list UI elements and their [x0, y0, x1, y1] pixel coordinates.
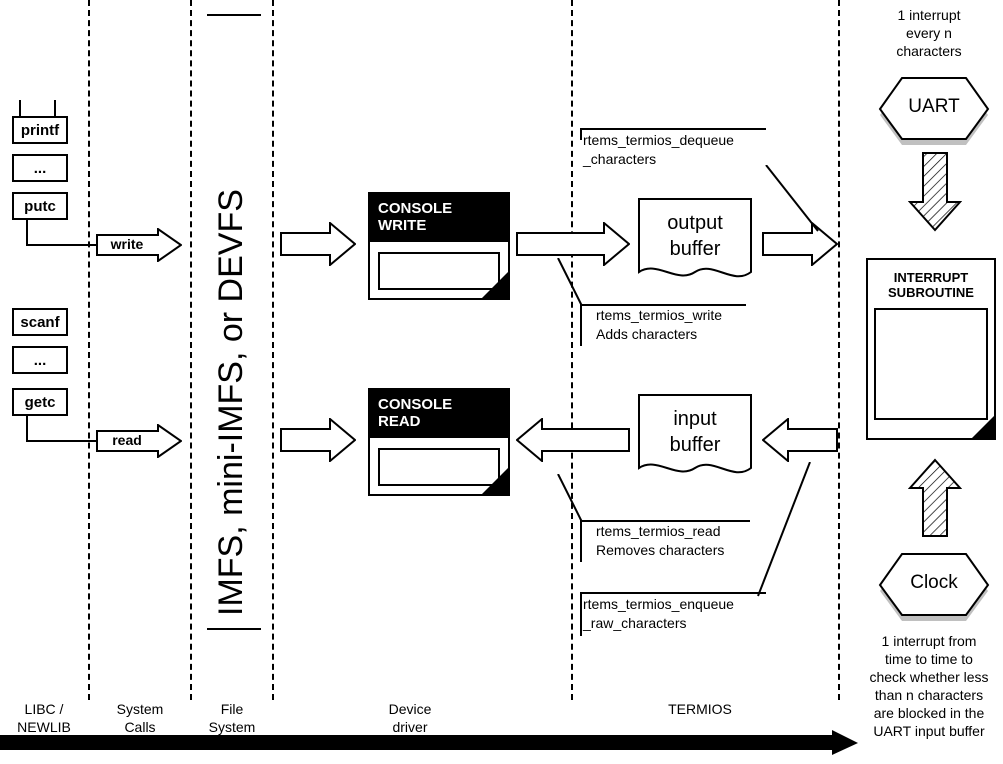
console-read-line2: READ	[378, 413, 421, 430]
console-read-header	[370, 390, 508, 438]
input-buffer-shape[interactable]	[638, 394, 752, 480]
annot-write-tick	[580, 304, 582, 346]
clock-label: Clock	[910, 572, 958, 593]
input-buffer-label	[638, 406, 752, 458]
lane-divider-5	[838, 0, 840, 700]
console-write-header	[370, 194, 508, 242]
bottom-flow-arrow	[0, 730, 860, 756]
arrow-isr-to-input-buffer	[762, 418, 838, 462]
interrupt-subroutine-box[interactable]	[866, 258, 996, 440]
isr-body	[874, 308, 988, 420]
annot-enqueue-line1: rtems_termios_enqueue	[583, 596, 734, 612]
uart-note-line3: characters	[896, 43, 962, 59]
isr-title	[868, 260, 994, 308]
lane-divider-3	[272, 0, 274, 700]
lane-label-libc-line1: LIBC /	[24, 701, 64, 717]
output-buffer-shape[interactable]	[638, 198, 752, 284]
output-buffer-line2: buffer	[669, 238, 721, 260]
clock-hexagon[interactable]	[878, 550, 990, 622]
lane-divider-4	[571, 0, 573, 700]
clock-note-line2: time to time to	[885, 651, 973, 667]
console-read-box[interactable]	[368, 388, 510, 496]
lane-label-filesystem-line2: System	[208, 719, 256, 735]
annot-write-leader	[556, 258, 590, 308]
annot-enqueue-tick	[580, 592, 582, 636]
annot-dequeue-rule	[580, 128, 766, 130]
annot-dequeue-line1: rtems_termios_dequeue	[583, 132, 734, 148]
input-buffer-line1: input	[673, 408, 717, 430]
filesystem-vertical-label: IMFS, mini-IMFS, or DEVFS	[212, 189, 250, 616]
isr-line1: INTERRUPT	[893, 270, 969, 285]
arrow-clock-to-isr	[908, 458, 962, 538]
clock-note-line5: are blocked in the	[873, 705, 985, 721]
lane-label-libc-line2: NEWLIB	[17, 719, 71, 735]
libc-scanf-label: scanf	[20, 313, 60, 331]
filesystem-vertical-label-wrap	[0, 0, 272, 700]
libc-getc-label: getc	[24, 393, 56, 411]
annot-write-text	[596, 306, 722, 344]
uart-note-line2: every n	[906, 25, 952, 41]
uart-note	[862, 6, 996, 60]
libc-write-ellipsis-label: ...	[33, 159, 47, 177]
clock-note-line4: than n characters	[874, 687, 984, 703]
isr-corner-icon	[972, 416, 994, 438]
console-write-line1: CONSOLE	[378, 200, 453, 217]
annot-dequeue-line2: _characters	[583, 151, 657, 167]
arrow-input-buffer-to-console-read	[516, 418, 630, 462]
uart-note-line1: 1 interrupt	[897, 7, 961, 23]
console-write-corner-icon	[482, 272, 508, 298]
isr-line2: SUBROUTINE	[888, 285, 974, 300]
arrow-read-to-console	[280, 418, 356, 462]
lane-label-termios	[620, 700, 780, 718]
syscall-read-label: read	[112, 432, 142, 448]
annot-read-leader	[556, 474, 590, 524]
uart-label: UART	[908, 96, 960, 117]
lane-label-termios-line1: TERMIOS	[668, 701, 732, 717]
annot-enqueue-rule	[580, 592, 766, 594]
annot-dequeue-text	[583, 131, 734, 169]
lane-label-filesystem-line1: File	[220, 701, 244, 717]
annot-dequeue-leader	[740, 165, 820, 233]
annot-write-line2: Adds characters	[596, 326, 698, 342]
libc-read-ellipsis-label: ...	[33, 351, 47, 369]
input-buffer-line2: buffer	[669, 434, 721, 456]
console-write-line2: WRITE	[378, 217, 427, 234]
annot-read-tick	[580, 520, 582, 562]
annot-read-line2: Removes characters	[596, 542, 725, 558]
clock-note-line6: UART input buffer	[873, 723, 985, 739]
lane-label-devicedriver-line1: Device	[388, 701, 432, 717]
lane-label-syscalls-line1: System	[116, 701, 164, 717]
annot-enqueue-text	[583, 595, 734, 633]
output-buffer-line1: output	[667, 212, 723, 234]
clock-note-line3: check whether less	[869, 669, 989, 685]
syscall-write-label: write	[110, 236, 144, 252]
clock-note	[856, 632, 1002, 740]
annot-enqueue-line2: _raw_characters	[583, 615, 687, 631]
lane-label-devicedriver-line2: driver	[392, 719, 428, 735]
clock-note-line1: 1 interrupt from	[881, 633, 977, 649]
libc-printf-label: printf	[20, 121, 60, 139]
annot-enqueue-leader	[752, 462, 812, 598]
console-read-line1: CONSOLE	[378, 396, 453, 413]
annot-read-line1: rtems_termios_read	[596, 523, 721, 539]
uart-hexagon[interactable]	[878, 74, 990, 146]
arrow-write-to-console	[280, 222, 356, 266]
annot-read-text	[596, 522, 724, 560]
lane-label-syscalls-line2: Calls	[124, 719, 156, 735]
libc-putc-label: putc	[24, 197, 56, 215]
console-read-corner-icon	[482, 468, 508, 494]
arrow-uart-to-isr	[908, 152, 962, 232]
output-buffer-label	[638, 210, 752, 262]
console-write-box[interactable]	[368, 192, 510, 300]
annot-write-line1: rtems_termios_write	[596, 307, 723, 323]
